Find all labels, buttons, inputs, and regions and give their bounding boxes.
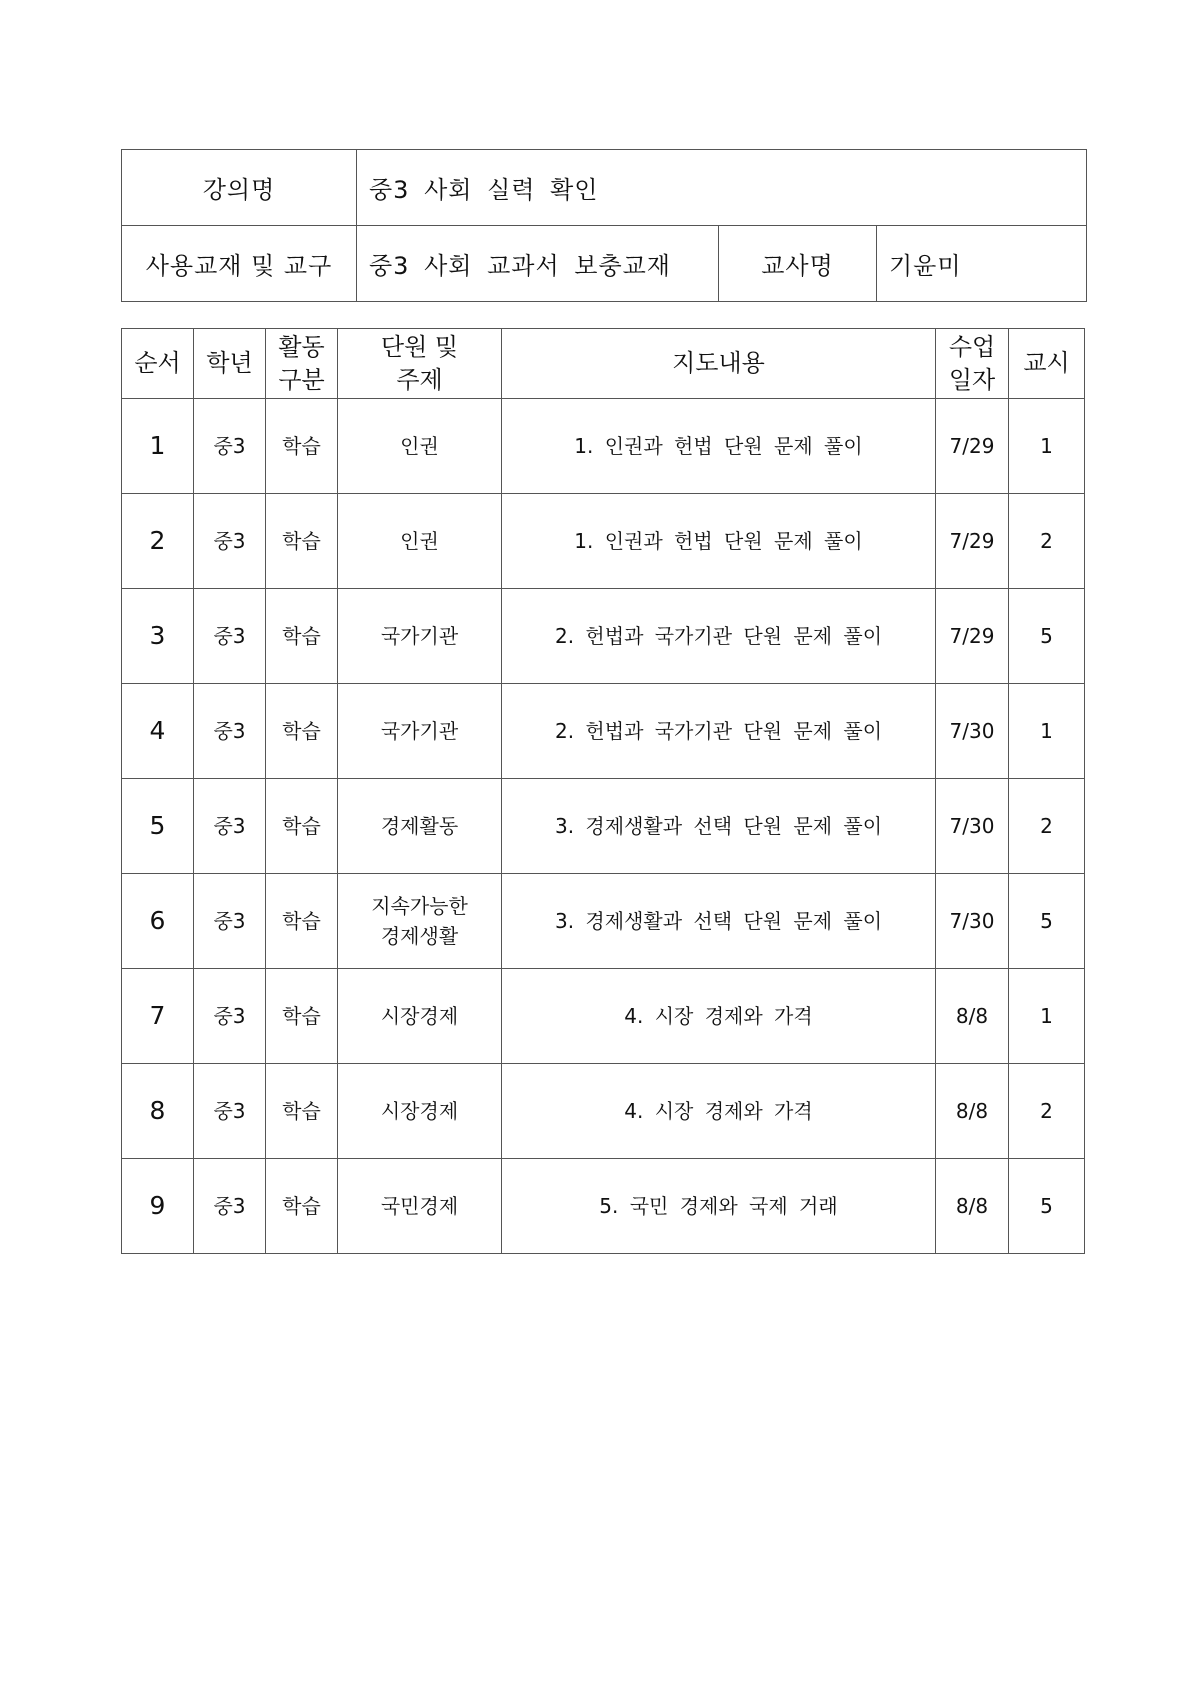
row-period: 1 (1009, 969, 1085, 1064)
row-content: 4. 시장 경제와 가격 (502, 969, 936, 1064)
row-content: 2. 헌법과 국가기관 단원 문제 풀이 (502, 589, 936, 684)
lesson-schedule-table (121, 328, 1085, 1254)
header-unit-line1: 단원 및 (380, 333, 459, 362)
course-info-table (121, 149, 1087, 302)
row-order: 5 (122, 779, 194, 874)
row-unit-line1: 인권 (400, 529, 439, 553)
table-row (122, 1159, 1085, 1254)
row-unit-line1: 지속가능한 (371, 894, 468, 918)
row-activity: 학습 (266, 874, 338, 969)
course-title-value: 중3 사회 실력 확인 (357, 150, 1087, 226)
header-activity (266, 329, 338, 399)
row-order: 7 (122, 969, 194, 1064)
header-date-line1: 수업 (948, 333, 996, 362)
row-period: 5 (1009, 874, 1085, 969)
row-grade: 중3 (194, 779, 266, 874)
header-unit (338, 329, 502, 399)
row-date: 7/29 (936, 589, 1009, 684)
row-date: 7/29 (936, 399, 1009, 494)
row-date: 8/8 (936, 1064, 1009, 1159)
row-unit-line1: 국가기관 (380, 719, 459, 743)
header-order: 순서 (122, 329, 194, 399)
table-row (122, 494, 1085, 589)
row-period: 1 (1009, 684, 1085, 779)
row-order: 4 (122, 684, 194, 779)
row-unit (338, 779, 502, 874)
row-content: 2. 헌법과 국가기관 단원 문제 풀이 (502, 684, 936, 779)
row-content: 4. 시장 경제와 가격 (502, 1064, 936, 1159)
table-row (122, 399, 1085, 494)
row-grade: 중3 (194, 874, 266, 969)
row-unit (338, 399, 502, 494)
row-unit (338, 1159, 502, 1254)
row-content: 3. 경제생활과 선택 단원 문제 풀이 (502, 779, 936, 874)
materials-value: 중3 사회 교과서 보충교재 (357, 226, 719, 302)
row-unit-line1: 경제활동 (380, 814, 459, 838)
row-grade: 중3 (194, 494, 266, 589)
row-order: 1 (122, 399, 194, 494)
row-date: 8/8 (936, 969, 1009, 1064)
row-activity: 학습 (266, 399, 338, 494)
row-unit (338, 874, 502, 969)
row-activity: 학습 (266, 969, 338, 1064)
row-unit-line1: 인권 (400, 434, 439, 458)
course-title-label: 강의명 (122, 150, 357, 226)
header-activity-line1: 활동 (278, 333, 325, 362)
row-order: 8 (122, 1064, 194, 1159)
row-order: 6 (122, 874, 194, 969)
row-content: 1. 인권과 헌법 단원 문제 풀이 (502, 399, 936, 494)
row-activity: 학습 (266, 1064, 338, 1159)
header-period: 교시 (1009, 329, 1085, 399)
header-activity-line2: 구분 (278, 365, 325, 394)
row-period: 2 (1009, 494, 1085, 589)
row-grade: 중3 (194, 399, 266, 494)
row-date: 8/8 (936, 1159, 1009, 1254)
header-date (936, 329, 1009, 399)
table-row (122, 1064, 1085, 1159)
table-row (122, 589, 1085, 684)
row-grade: 중3 (194, 1064, 266, 1159)
table-row (122, 779, 1085, 874)
course-title-row (122, 150, 1087, 226)
row-content: 5. 국민 경제와 국제 거래 (502, 1159, 936, 1254)
row-grade: 중3 (194, 1159, 266, 1254)
row-activity: 학습 (266, 1159, 338, 1254)
schedule-header-row (122, 329, 1085, 399)
row-grade: 중3 (194, 684, 266, 779)
course-materials-row (122, 226, 1087, 302)
header-grade: 학년 (194, 329, 266, 399)
row-activity: 학습 (266, 779, 338, 874)
row-unit (338, 684, 502, 779)
row-period: 5 (1009, 589, 1085, 684)
row-period: 2 (1009, 1064, 1085, 1159)
row-date: 7/30 (936, 779, 1009, 874)
row-period: 1 (1009, 399, 1085, 494)
table-row (122, 969, 1085, 1064)
row-unit-line1: 시장경제 (380, 1099, 459, 1123)
row-activity: 학습 (266, 589, 338, 684)
row-order: 3 (122, 589, 194, 684)
row-order: 2 (122, 494, 194, 589)
header-content: 지도내용 (502, 329, 936, 399)
row-unit-line1: 국민경제 (380, 1194, 459, 1218)
row-unit (338, 589, 502, 684)
table-row (122, 684, 1085, 779)
header-unit-line2: 주제 (396, 365, 443, 394)
header-date-line2: 일자 (948, 365, 996, 394)
table-row (122, 874, 1085, 969)
row-unit-line2: 경제생활 (380, 924, 459, 948)
row-grade: 중3 (194, 589, 266, 684)
row-date: 7/30 (936, 874, 1009, 969)
row-period: 5 (1009, 1159, 1085, 1254)
teacher-label: 교사명 (719, 226, 877, 302)
row-unit (338, 969, 502, 1064)
row-grade: 중3 (194, 969, 266, 1064)
row-unit-line1: 시장경제 (380, 1004, 459, 1028)
row-content: 3. 경제생활과 선택 단원 문제 풀이 (502, 874, 936, 969)
materials-label: 사용교재 및 교구 (122, 226, 357, 302)
row-date: 7/30 (936, 684, 1009, 779)
row-content: 1. 인권과 헌법 단원 문제 풀이 (502, 494, 936, 589)
teacher-value: 기윤미 (877, 226, 1087, 302)
row-activity: 학습 (266, 684, 338, 779)
row-period: 2 (1009, 779, 1085, 874)
row-order: 9 (122, 1159, 194, 1254)
row-activity: 학습 (266, 494, 338, 589)
row-unit-line1: 국가기관 (380, 624, 459, 648)
row-unit (338, 1064, 502, 1159)
row-date: 7/29 (936, 494, 1009, 589)
row-unit (338, 494, 502, 589)
